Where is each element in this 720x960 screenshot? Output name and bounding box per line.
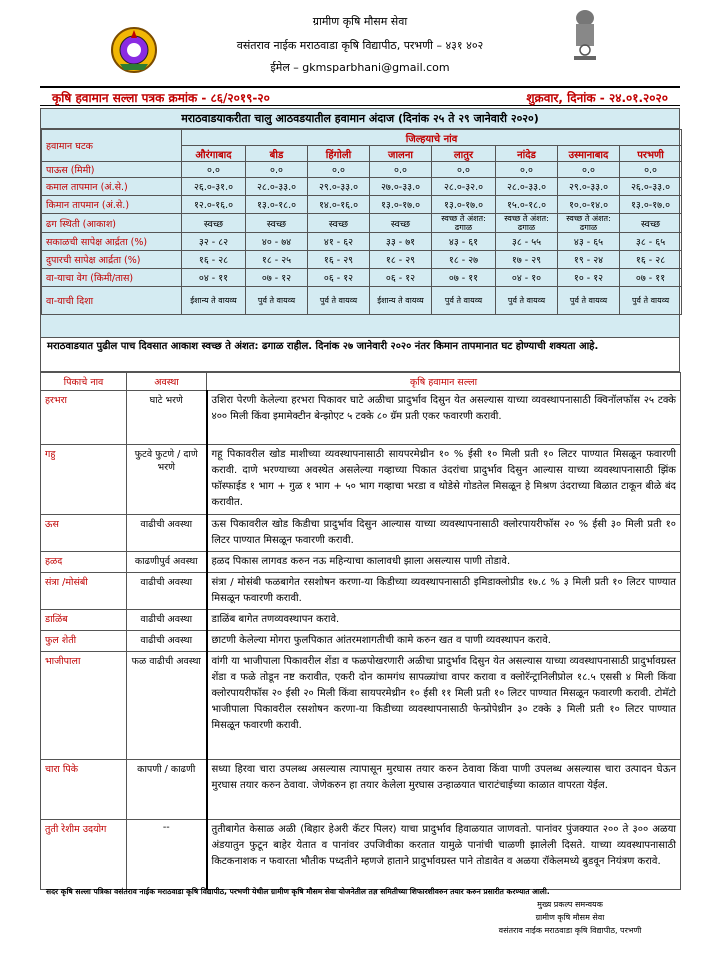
forecast-value: स्वच्छ ते अंशत: ढगाळ xyxy=(558,214,620,233)
bulletin-number: कृषि हवामान सल्ला पत्रक क्रमांक - ८६/२०१९-२० xyxy=(52,91,270,105)
crop-name: भाजीपाला xyxy=(41,652,127,760)
forecast-value: ०४ - १० xyxy=(496,269,558,287)
crop-name: हळद xyxy=(41,552,127,573)
forecast-param-label: किमान तापमान (अं.से.) xyxy=(42,196,182,214)
forecast-value: १६ - २८ xyxy=(620,251,682,269)
forecast-header-row xyxy=(42,130,682,146)
forecast-value: ३८ - ६५ xyxy=(620,233,682,251)
footnote: सदर कृषि सल्ला पत्रिका वसंतराव नाईक मराठवाडा कृषि विद्यापीठ, परभणी येथील ग्रामीण कृषि मौसम सेवा योजनेतील तज्ञ समितीच्या शिफारशीवरुन तयार करुन प्रसारीत करण्यात आली. xyxy=(46,887,550,896)
forecast-value: स्वच्छ ते अंशत: ढगाळ xyxy=(496,214,558,233)
forecast-value: ०.० xyxy=(496,162,558,178)
crop-name: ऊस xyxy=(41,515,127,552)
forecast-param-label: वा-याची दिशा xyxy=(42,287,182,315)
forecast-value: पुर्व ते वायव्य xyxy=(432,287,496,315)
district-name: बीड xyxy=(246,146,308,162)
forecast-value: १९ - २४ xyxy=(558,251,620,269)
forecast-value: १४.०-१६.० xyxy=(308,196,370,214)
forecast-value: २६.०-३३.० xyxy=(620,178,682,196)
bulletin-date: शुक्रवार, दिनांक - २४.०१.२०२० xyxy=(526,91,668,105)
forecast-value: ०६ - १२ xyxy=(370,269,432,287)
advisory-header-row xyxy=(41,373,681,391)
forecast-value: ईशान्य ते वायव्य xyxy=(182,287,246,315)
forecast-value: ०७ - ११ xyxy=(620,269,682,287)
forecast-value: १६ - २९ xyxy=(308,251,370,269)
advisory-row xyxy=(41,610,681,631)
crop-stage: फळ वाढीची अवस्था xyxy=(127,652,207,760)
crop-stage: कापणी / काढणी xyxy=(127,760,207,820)
forecast-title: मराठवाडयाकरीता चालु आठवडयातील हवामान अंदाज (दिनांक २५ ते २९ जानेवारी २०२०) xyxy=(41,109,679,129)
advisory-row xyxy=(41,652,681,760)
forecast-row xyxy=(42,196,682,214)
forecast-value: पुर्व ते वायव्य xyxy=(558,287,620,315)
advisory-row xyxy=(41,515,681,552)
forecast-value: २६.०-३१.० xyxy=(182,178,246,196)
forecast-value: ०.० xyxy=(558,162,620,178)
crop-advice: संत्रा / मोसंबी फळबागेत रसशोषन करणा-या किडीच्या व्यवस्थापनासाठी इमिडाक्लोप्रीड १७.८ % ३ मिली प्रती १० लिटर पाण्यात मिसळून फवारणी करावी. xyxy=(207,573,681,610)
bulletin-title-bar xyxy=(40,86,680,106)
forecast-value: १८ - २५ xyxy=(246,251,308,269)
forecast-section xyxy=(40,108,680,338)
crop-advice: वांगी या भाजीपाला पिकावरील शेंडा व फळपोखरणारी अळीचा प्रादुर्भाव दिसुन येत असल्यास याच्या व्यवस्थापनासाठी प्रादुर्भावग्रस्त शेंडा व फळे तोडून नष्ट करावीत, एकरी दोन कामगंध सापळ्यांचा वापर करावा व क्लोरॅन्ट्रानिलीप्रोल १८.५ एससी ४ मिली किंवा क्लोरपायरीफॉस २० ईसी २० मिली किंवा सायपरमेथ्रीन १० ईसी ११ मिली प्रती १० लिटर पाण्यात मिसळून फवारणी करावी. टोमॅटो भाजीपाला पिकावरील रसशोषन करणा-या किडीच्या व्यवस्थापनासाठी फेन्प्रोपेथ्रीन ३० टक्के ३ मिली प्रती १० लिटर पाण्यात मिसळून फवारणी करावी. xyxy=(207,652,681,760)
forecast-value: १३.०-१८.० xyxy=(246,196,308,214)
advisory-row xyxy=(41,631,681,652)
district-name: परभणी xyxy=(620,146,682,162)
advisory-row xyxy=(41,391,681,445)
crop-advice: ऊस पिकावरील खोड किडीचा प्रादुर्भाव दिसुन आल्यास याच्या व्यवस्थापनासाठी क्लोरपायरीफॉस २० % ईसी ३० मिली प्रती १० लिटर पाण्यात मिसळून फवारणी करावी. xyxy=(207,515,681,552)
crop-name: डाळिंब xyxy=(41,610,127,631)
forecast-summary: मराठवाडयात पुढील पाच दिवसात आकाश स्वच्छ ते अंशत: ढगाळ राहील. दिनांक २७ जानेवारी २०२० नंतर किमान तापमानात घट होण्याची शक्यता आहे. xyxy=(40,338,680,372)
advisory-row xyxy=(41,552,681,573)
district-name: नांदेड xyxy=(496,146,558,162)
crop-stage: वाढीची अवस्था xyxy=(127,610,207,631)
crop-header: पिकाचे नाव xyxy=(41,373,127,391)
forecast-row xyxy=(42,162,682,178)
forecast-value: ४१ - ६२ xyxy=(308,233,370,251)
forecast-value: ४३ - ६५ xyxy=(558,233,620,251)
forecast-value: ०७ - १२ xyxy=(246,269,308,287)
forecast-param-label: दुपारची सापेक्ष आर्द्रता (%) xyxy=(42,251,182,269)
signature-line: मुख्य प्रकल्प समन्वयक xyxy=(537,900,603,909)
forecast-value: पुर्व ते वायव्य xyxy=(246,287,308,315)
forecast-value: ४३ - ६१ xyxy=(432,233,496,251)
stage-header: अवस्था xyxy=(127,373,207,391)
crop-advice: छाटणी केलेल्या मोगरा फुलपिकात आंतरमशागतीची कामे करुन खत व पाणी व्यवस्थापन करावे. xyxy=(207,631,681,652)
forecast-param-label: कमाल तापमान (अं.से.) xyxy=(42,178,182,196)
district-header: जिल्हयाचे नांव xyxy=(182,130,682,146)
forecast-value: स्वच्छ xyxy=(370,214,432,233)
crop-name: गहु xyxy=(41,445,127,515)
crop-advice: सध्या हिरवा चारा उपलब्ध असल्यास त्यापासून मुरघास तयार करुन ठेवावा किंवा पाणी उपलब्ध असल्यास चारा उत्पादन घेऊन मुरघास तयार करुन ठेवावा. जेणेकरुन हा तयार केलेला मुरघास उन्हाळयात चाराटंचाईच्या काळात वापरता येईल. xyxy=(207,760,681,820)
forecast-value: ०६ - १२ xyxy=(308,269,370,287)
advisory-body xyxy=(41,391,681,890)
param-header: हवामान घटक xyxy=(42,130,182,162)
forecast-value: स्वच्छ xyxy=(182,214,246,233)
crop-stage: -- xyxy=(127,820,207,890)
advisory-row xyxy=(41,760,681,820)
forecast-value: १३.०-१७.० xyxy=(432,196,496,214)
crop-advice: हळद पिकास लागवड करुन नऊ महिन्याचा कालावधी झाला असल्यास पाणी तोडावे. xyxy=(207,552,681,573)
page-header xyxy=(0,0,720,84)
forecast-value: २९.०-३३.० xyxy=(558,178,620,196)
crop-stage: वाढीची अवस्था xyxy=(127,515,207,552)
forecast-value: १७ - २९ xyxy=(496,251,558,269)
forecast-value: २८.०-३३.० xyxy=(496,178,558,196)
forecast-value: पुर्व ते वायव्य xyxy=(496,287,558,315)
forecast-value: पुर्व ते वायव्य xyxy=(308,287,370,315)
crop-advice: डाळिंब बागेत तणव्यवस्थापन करावे. xyxy=(207,610,681,631)
crop-name: तुती रेशीम उदयोग xyxy=(41,820,127,890)
forecast-value: ०.० xyxy=(308,162,370,178)
crop-advice: उशिरा पेरणी केलेल्या हरभरा पिकावर घाटे अळीचा प्रादुर्भाव दिसुन येत असल्यास याच्या व्यवस्थापनासाठी क्विनॉलफॉस २५ टक्के ४०० मिली किंवा इमामेक्टीन बेन्झोएट ५ टक्के ८० ग्रॅम प्रती एकर फवारणी करावी. xyxy=(207,391,681,445)
forecast-value: पुर्व ते वायव्य xyxy=(620,287,682,315)
advice-header: कृषि हवामान सल्ला xyxy=(207,373,681,391)
forecast-value: ०७ - ११ xyxy=(432,269,496,287)
forecast-row xyxy=(42,214,682,233)
forecast-value: ईशान्य ते वायव्य xyxy=(370,287,432,315)
advisory-table xyxy=(40,372,681,890)
forecast-row xyxy=(42,269,682,287)
forecast-value: २८.०-३२.० xyxy=(432,178,496,196)
forecast-row xyxy=(42,287,682,315)
forecast-body xyxy=(42,162,682,315)
forecast-value: ०.० xyxy=(370,162,432,178)
forecast-value: २९.०-३३.० xyxy=(308,178,370,196)
email-line: ईमेल – gkmsparbhani@gmail.com xyxy=(270,61,450,74)
signature-line: वसंतराव नाईक मराठवाडा कृषि विद्यापीठ, परभणी xyxy=(498,926,642,935)
forecast-param-label: पाऊस (मिमी) xyxy=(42,162,182,178)
advisory-row xyxy=(41,820,681,890)
forecast-value: २८.०-३३.० xyxy=(246,178,308,196)
crop-advice: तुतीबागेत केसाळ अळी (बिहार हेअरी कॅटर पिलर) याचा प्रादुर्भाव हिवाळयात जाणवतो. पानांवर पुंजक्यात २०० ते ३०० अळया अंडयातुन फुटून बाहेर येतात व पानांवर उपजिवीका करतात यामुळे पानांची चाळणी झालेली दिसते. याच्या व्यवस्थापनासाठी किटकनाशक न फवारता भौतीक पध्दतीने म्हणजे हाताने प्रादुर्भावग्रस्त पाने तोडावेत व अळया रॉकेलमध्ये बुडवून नियंत्रण करावे. xyxy=(207,820,681,890)
forecast-value: १८ - २९ xyxy=(370,251,432,269)
forecast-value: ०.० xyxy=(620,162,682,178)
forecast-row xyxy=(42,251,682,269)
forecast-value: १० - १२ xyxy=(558,269,620,287)
forecast-value: ०.० xyxy=(182,162,246,178)
org-name: ग्रामीण कृषि मौसम सेवा xyxy=(312,15,408,28)
crop-name: संत्रा /मोसंबी xyxy=(41,573,127,610)
forecast-value: १३.०-१७.० xyxy=(620,196,682,214)
forecast-row xyxy=(42,178,682,196)
crop-stage: वाढीची अवस्था xyxy=(127,573,207,610)
forecast-value: १३.०-१७.० xyxy=(370,196,432,214)
crop-advice: गहू पिकावरील खोड माशीच्या व्यवस्थापनासाठी सायपरमेथ्रीन १० % ईसी १० मिली प्रती १० लिटर पाण्यात मिसळून फवारणी करावी. दाणे भरण्याच्या अवस्थेत असलेल्या गव्हाच्या पिकात उंदरांचा प्रादुर्भाव दिसुन आल्यास याच्या व्यवस्थापनासाठी झिंक फॉस्फाईड १ भाग + गुळ १ भाग + ५० भाग गव्हाचा भरडा व थोडेसे गोडतेल मिसळून हे मिश्रण उंदराच्या बिळात टाकून बीळे बंद करावीत. xyxy=(207,445,681,515)
forecast-value: ०४ - ११ xyxy=(182,269,246,287)
signature-block xyxy=(460,898,680,937)
district-name: औरंगाबाद xyxy=(182,146,246,162)
crop-stage: घाटे भरणे xyxy=(127,391,207,445)
forecast-value: ०.० xyxy=(432,162,496,178)
forecast-param-label: वा-याचा वेग (किमी/तास) xyxy=(42,269,182,287)
crop-stage: वाढीची अवस्था xyxy=(127,631,207,652)
forecast-row xyxy=(42,233,682,251)
crop-name: चारा पिके xyxy=(41,760,127,820)
crop-name: हरभरा xyxy=(41,391,127,445)
district-name: लातुर xyxy=(432,146,496,162)
forecast-table xyxy=(41,129,682,315)
forecast-value: स्वच्छ xyxy=(620,214,682,233)
forecast-value: २७.०-३३.० xyxy=(370,178,432,196)
crop-stage: फुटवे फुटणे / दाणे भरणे xyxy=(127,445,207,515)
crop-stage: काढणीपुर्व अवस्था xyxy=(127,552,207,573)
forecast-value: स्वच्छ ते अंशत: ढगाळ xyxy=(432,214,496,233)
crop-name: फुल शेती xyxy=(41,631,127,652)
signature-line: ग्रामीण कृषि मौसम सेवा xyxy=(535,913,605,922)
district-name: जालना xyxy=(370,146,432,162)
forecast-value: १०.०-१४.० xyxy=(558,196,620,214)
forecast-param-label: ढग स्थिती (आकाश) xyxy=(42,214,182,233)
forecast-param-label: सकाळची सापेक्ष आर्द्रता (%) xyxy=(42,233,182,251)
forecast-value: ०.० xyxy=(246,162,308,178)
forecast-value: स्वच्छ xyxy=(308,214,370,233)
forecast-value: १८ - २७ xyxy=(432,251,496,269)
forecast-value: ३२ - ८२ xyxy=(182,233,246,251)
forecast-value: १२.०-१६.० xyxy=(182,196,246,214)
district-name: हिंगोली xyxy=(308,146,370,162)
forecast-value: ३८ - ५५ xyxy=(496,233,558,251)
university-address: वसंतराव नाईक मराठवाडा कृषि विद्यापीठ, परभणी – ४३१ ४०२ xyxy=(236,39,484,52)
forecast-value: स्वच्छ xyxy=(246,214,308,233)
forecast-value: ३३ - ७१ xyxy=(370,233,432,251)
advisory-row xyxy=(41,573,681,610)
forecast-value: ४० - ७४ xyxy=(246,233,308,251)
district-name: उस्मानाबाद xyxy=(558,146,620,162)
forecast-value: १६ - २८ xyxy=(182,251,246,269)
forecast-value: १५.०-१८.० xyxy=(496,196,558,214)
advisory-row xyxy=(41,445,681,515)
